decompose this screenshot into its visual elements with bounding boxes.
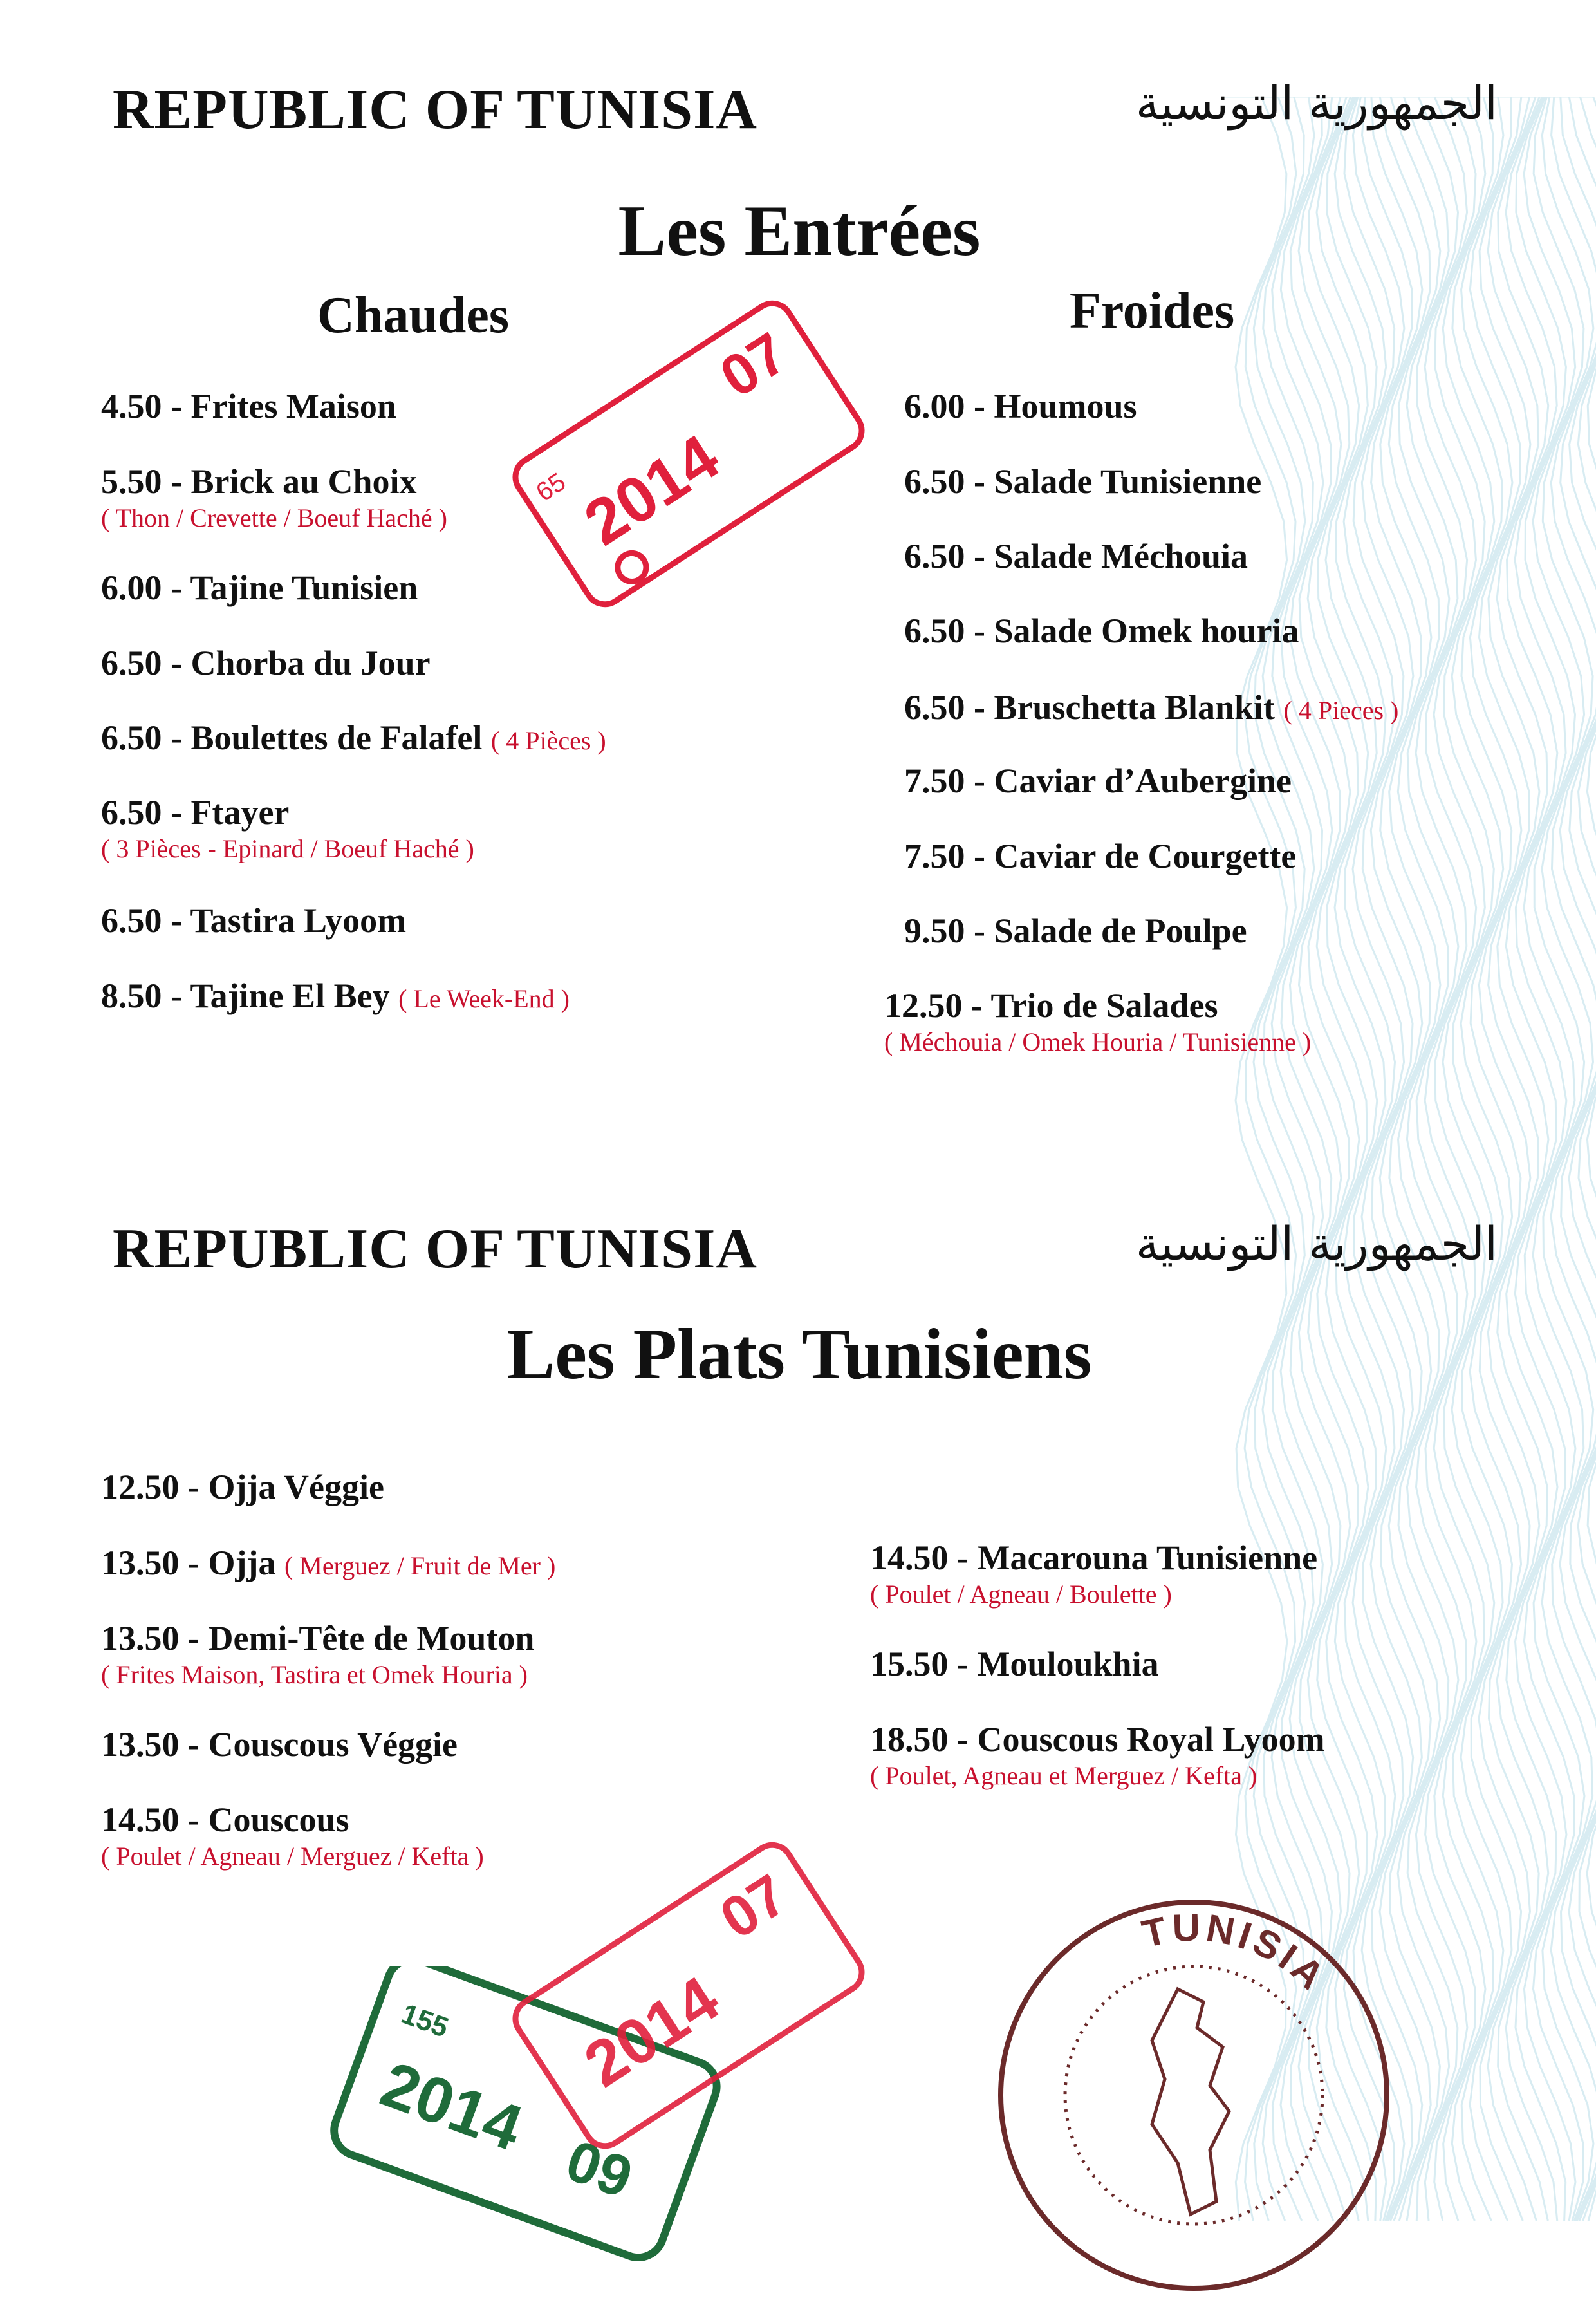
- stamp-day: 09: [557, 2128, 641, 2211]
- item-price: 18.50: [870, 1720, 949, 1759]
- section-title: Les Entrées: [618, 191, 981, 271]
- item-name: Tajine El Bey: [190, 976, 390, 1015]
- menu-item: 12.50 - Ojja Véggie: [101, 1468, 384, 1506]
- item-description: ( Poulet, Agneau et Merguez / Kefta ): [870, 1761, 1257, 1790]
- item-price: 6.50: [101, 718, 162, 757]
- item-name: Chorba du Jour: [190, 644, 431, 682]
- item-price: 12.50: [884, 986, 963, 1025]
- item-name: Tajine Tunisien: [190, 568, 418, 607]
- item-name: Salade Omek houria: [994, 612, 1299, 650]
- menu-item: 14.50 - Couscous: [101, 1800, 349, 1839]
- menu-item: 15.50 - Mouloukhia: [870, 1645, 1159, 1683]
- menu-item: 13.50 - Demi-Tête de Mouton: [101, 1619, 535, 1658]
- menu-item: 6.50 - Chorba du Jour: [101, 644, 431, 682]
- item-description: ( Méchouia / Omek Houria / Tunisienne ): [884, 1027, 1312, 1056]
- svg-text:TUNISIA: [1138, 1905, 1336, 2000]
- item-description: ( Poulet / Agneau / Boulette ): [870, 1580, 1172, 1609]
- item-price: 6.50: [904, 688, 965, 727]
- menu-item: 6.50 - Bruschetta Blankit ( 4 Pieces ): [904, 688, 1399, 727]
- country-name-ar-2: الجمهورية التونسية: [1135, 1217, 1498, 1271]
- item-price: 6.50: [904, 537, 965, 575]
- item-price: 6.50: [904, 462, 965, 501]
- menu-item: 9.50 - Salade de Poulpe: [904, 911, 1247, 950]
- item-price: 6.50: [904, 612, 965, 650]
- item-price: 5.50: [101, 462, 162, 501]
- menu-item: 5.50 - Brick au Choix: [101, 462, 417, 501]
- item-description: ( Frites Maison, Tastira et Omek Houria ): [101, 1660, 528, 1689]
- item-name: Trio de Salades: [990, 986, 1218, 1025]
- menu-item: 6.50 - Salade Méchouia: [904, 537, 1248, 575]
- stamp-number: 155: [397, 1997, 453, 2044]
- menu-item: 7.50 - Caviar de Courgette: [904, 837, 1297, 875]
- item-price: 14.50: [870, 1538, 949, 1577]
- item-price: 13.50: [101, 1619, 180, 1658]
- item-name: Couscous Royal Lyoom: [977, 1720, 1325, 1759]
- hot-heading: Chaudes: [317, 287, 509, 344]
- menu-item: 13.50 - Couscous Véggie: [101, 1725, 458, 1764]
- item-price: 14.50: [101, 1800, 180, 1839]
- country-name-ar: الجمهورية التونسية: [1135, 76, 1498, 130]
- item-description: ( Thon / Crevette / Boeuf Haché ): [101, 503, 447, 532]
- item-price: 6.00: [101, 568, 162, 607]
- stamp-day: 07: [709, 1862, 799, 1952]
- menu-item: 8.50 - Tajine El Bey ( Le Week-End ): [101, 976, 570, 1015]
- item-name: Salade Méchouia: [994, 537, 1248, 575]
- item-name: Salade de Poulpe: [994, 911, 1247, 950]
- stamp-year: 2014: [571, 1962, 732, 2101]
- stamp-year: 2014: [372, 2048, 532, 2165]
- item-name: Ftayer: [190, 793, 290, 832]
- item-name: Brick au Choix: [190, 462, 417, 501]
- item-note: ( 4 Pieces ): [1283, 696, 1399, 725]
- item-price: 4.50: [101, 387, 162, 425]
- menu-item: 6.00 - Houmous: [904, 387, 1137, 425]
- cold-heading: Froides: [1069, 283, 1235, 339]
- red-exit-stamp: [489, 1815, 888, 2176]
- item-price: 8.50: [101, 976, 162, 1015]
- item-note: ( Merguez / Fruit de Mer ): [284, 1551, 556, 1580]
- country-name-en: REPUBLIC OF TUNISIA: [113, 79, 757, 141]
- menu-item: 6.00 - Tajine Tunisien: [101, 568, 418, 607]
- menu-item: 6.50 - Salade Tunisienne: [904, 462, 1262, 501]
- item-name: Caviar de Courgette: [994, 837, 1297, 875]
- item-note: ( Le Week-End ): [398, 984, 570, 1013]
- item-name: Caviar d’Aubergine: [994, 761, 1292, 800]
- menu-item: 18.50 - Couscous Royal Lyoom: [870, 1720, 1325, 1759]
- item-name: Frites Maison: [190, 387, 396, 425]
- item-note: ( 4 Pièces ): [490, 726, 606, 755]
- item-price: 15.50: [870, 1645, 949, 1683]
- menu-item: 6.50 - Boulettes de Falafel ( 4 Pièces ): [101, 718, 606, 757]
- item-name: Houmous: [994, 387, 1137, 425]
- item-price: 9.50: [904, 911, 965, 950]
- round-tunisia-stamp: [991, 1892, 1396, 2298]
- item-price: 6.50: [101, 901, 162, 940]
- red-entry-stamp: [489, 274, 888, 634]
- item-name: Couscous Véggie: [208, 1725, 458, 1764]
- menu-item: 13.50 - Ojja ( Merguez / Fruit de Mer ): [101, 1544, 556, 1582]
- item-price: 6.50: [101, 793, 162, 832]
- item-name: Mouloukhia: [977, 1645, 1159, 1683]
- item-price: 7.50: [904, 761, 965, 800]
- section-title-2: Les Plats Tunisiens: [506, 1314, 1092, 1394]
- stamp-text: TUNISIA: [1138, 1905, 1336, 2001]
- item-price: 13.50: [101, 1725, 180, 1764]
- item-name: Couscous: [208, 1800, 349, 1839]
- item-price: 6.00: [904, 387, 965, 425]
- item-name: Demi-Tête de Mouton: [208, 1619, 535, 1658]
- menu-item: 12.50 - Trio de Salades: [884, 986, 1218, 1025]
- item-description: ( 3 Pièces - Epinard / Boeuf Haché ): [101, 834, 474, 863]
- item-name: Ojja: [208, 1544, 276, 1582]
- menu-item: 6.50 - Ftayer: [101, 793, 290, 832]
- item-name: Salade Tunisienne: [994, 462, 1262, 501]
- menu-item: 7.50 - Caviar d’Aubergine: [904, 761, 1292, 800]
- stamp-year: 2014: [571, 420, 732, 559]
- item-price: 6.50: [101, 644, 162, 682]
- stamp-day: 07: [709, 321, 799, 410]
- item-price: 12.50: [101, 1468, 180, 1506]
- item-name: Ojja Véggie: [208, 1468, 384, 1506]
- item-name: Boulettes de Falafel: [190, 718, 483, 757]
- menu-item: 6.50 - Tastira Lyoom: [101, 901, 407, 940]
- stamp-number: 65: [531, 467, 571, 507]
- menu-item: 4.50 - Frites Maison: [101, 387, 396, 425]
- tunisia-map-icon: [1152, 1989, 1229, 2214]
- item-name: Bruschetta Blankit: [994, 688, 1276, 727]
- menu-item: 14.50 - Macarouna Tunisienne: [870, 1538, 1318, 1577]
- item-price: 13.50: [101, 1544, 180, 1582]
- item-name: Tastira Lyoom: [190, 901, 407, 940]
- item-price: 7.50: [904, 837, 965, 875]
- country-name-en-2: REPUBLIC OF TUNISIA: [113, 1218, 757, 1280]
- item-description: ( Poulet / Agneau / Merguez / Kefta ): [101, 1842, 484, 1871]
- menu-item: 6.50 - Salade Omek houria: [904, 612, 1299, 650]
- item-name: Macarouna Tunisienne: [977, 1538, 1318, 1577]
